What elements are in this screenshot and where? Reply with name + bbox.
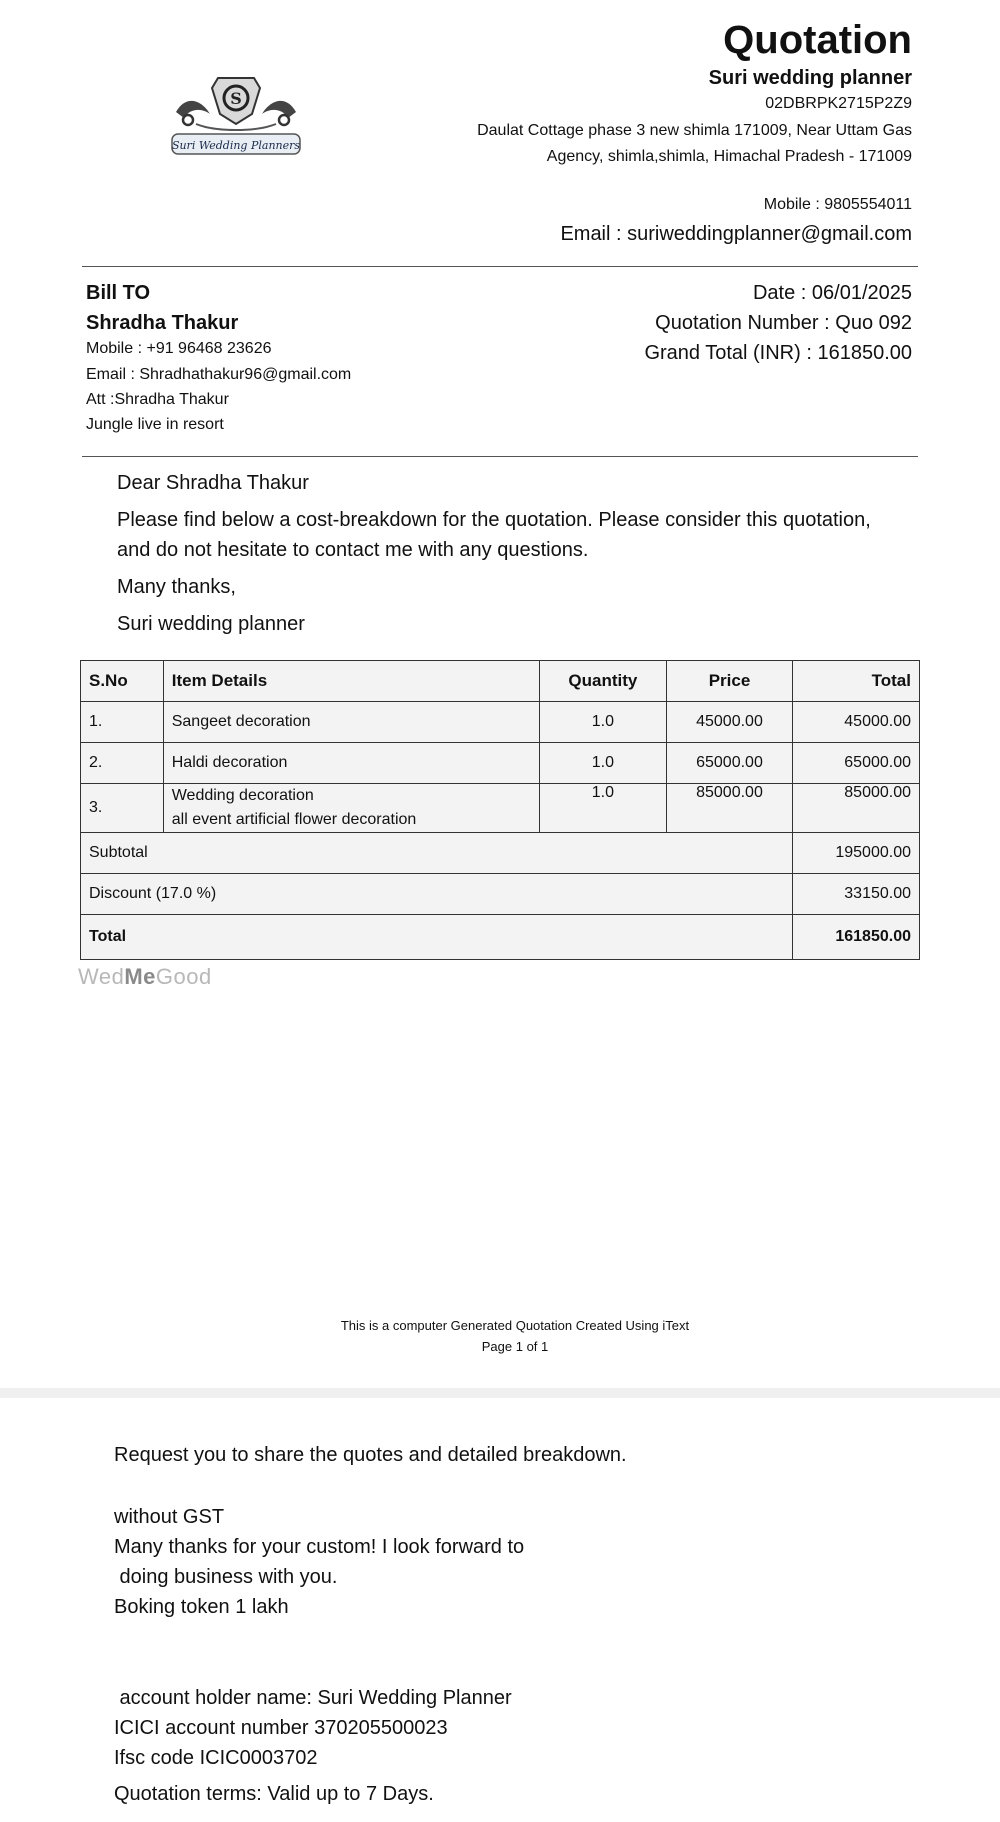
discount-row	[81, 874, 920, 915]
row-item-description: all event artificial flower decoration	[171, 811, 417, 828]
company-address: Daulat Cottage phase 3 new shimla 171009, Near Uttam Gas Agency, shimla,shimla, Himachal Pradesh - 171009	[477, 122, 912, 165]
quotation-date: Date : 06/01/2025	[752, 282, 912, 304]
note-account-number: ICICI account number 370205500023	[114, 1717, 448, 1739]
svg-text:S: S	[230, 89, 242, 108]
discount-value: 33150.00	[793, 874, 920, 915]
note-gst: without GST	[114, 1506, 225, 1528]
logo-text: Suri Wedding Planners	[171, 139, 301, 152]
letter-body-line-2: and do not hesitate to contact me with any questions.	[117, 539, 589, 561]
note-account-holder: account holder name: Suri Wedding Planner	[114, 1687, 512, 1709]
col-header-sno: S.No	[81, 661, 164, 702]
row-total: 85000.00	[793, 784, 920, 833]
row-total: 45000.00	[793, 702, 920, 743]
note-thanks-line-2: doing business with you.	[114, 1566, 338, 1588]
note-request: Request you to share the quotes and detailed breakdown.	[114, 1444, 627, 1466]
company-mobile: Mobile : 9805554011	[763, 196, 912, 213]
total-label: Total	[81, 915, 793, 960]
row-total: 65000.00	[793, 743, 920, 784]
row-quantity: 1.0	[540, 743, 667, 784]
table-header-row	[81, 661, 920, 702]
bill-to-heading: Bill TO	[86, 282, 151, 304]
company-email: Email : suriweddingplanner@gmail.com	[560, 223, 912, 245]
client-venue: Jungle live in resort	[86, 416, 224, 433]
row-item: Sangeet decoration	[163, 702, 539, 743]
company-name: Suri wedding planner	[708, 67, 912, 89]
row-item	[163, 784, 539, 833]
company-logo	[166, 70, 306, 160]
header-divider	[82, 266, 918, 267]
client-attention: Att :Shradha Thakur	[86, 391, 229, 408]
row-quantity: 1.0	[540, 702, 667, 743]
watermark-part-3: Good	[155, 964, 212, 989]
subtotal-label: Subtotal	[81, 833, 793, 874]
row-item-title: Wedding decoration	[171, 787, 314, 804]
document-title: Quotation	[723, 18, 912, 62]
row-quantity: 1.0	[540, 784, 667, 833]
watermark-part-1: Wed	[78, 964, 125, 989]
letter-greeting: Dear Shradha Thakur	[117, 472, 309, 494]
footer-page-number: Page 1 of 1	[481, 1339, 549, 1354]
letter-body-line-1: Please find below a cost-breakdown for the quotation. Please consider this quotation,	[117, 509, 871, 531]
total-row	[81, 915, 920, 960]
quotation-number: Quotation Number : Quo 092	[655, 312, 912, 334]
watermark-part-2: Me	[124, 964, 156, 989]
table-row	[81, 743, 920, 784]
grand-total: Grand Total (INR) : 161850.00	[644, 342, 912, 364]
company-gstin: 02DBRPK2715P2Z9	[765, 95, 912, 112]
client-mobile: Mobile : +91 96468 23626	[86, 340, 272, 357]
note-thanks-line-1: Many thanks for your custom! I look forward to	[114, 1536, 525, 1558]
row-price: 45000.00	[666, 702, 793, 743]
row-sno: 1.	[81, 702, 164, 743]
row-price: 85000.00	[666, 784, 793, 833]
col-header-item: Item Details	[163, 661, 539, 702]
note-booking-token: Boking token 1 lakh	[114, 1596, 289, 1618]
billto-divider	[82, 456, 918, 457]
items-table	[80, 660, 920, 960]
letter-signature: Suri wedding planner	[117, 613, 305, 635]
page-separator	[0, 1388, 1000, 1398]
note-quotation-terms: Quotation terms: Valid up to 7 Days.	[114, 1783, 434, 1805]
footer-generated-note: This is a computer Generated Quotation Created Using iText	[340, 1318, 690, 1333]
watermark	[78, 964, 212, 990]
letter-closing: Many thanks,	[117, 576, 236, 598]
subtotal-value: 195000.00	[793, 833, 920, 874]
client-email: Email : Shradhathakur96@gmail.com	[86, 366, 352, 383]
total-value: 161850.00	[793, 915, 920, 960]
col-header-quantity: Quantity	[540, 661, 667, 702]
table-row	[81, 784, 920, 833]
row-item: Haldi decoration	[163, 743, 539, 784]
row-price: 65000.00	[666, 743, 793, 784]
subtotal-row	[81, 833, 920, 874]
row-sno: 2.	[81, 743, 164, 784]
table-row	[81, 702, 920, 743]
col-header-total: Total	[793, 661, 920, 702]
col-header-price: Price	[666, 661, 793, 702]
discount-label: Discount (17.0 %)	[81, 874, 793, 915]
row-sno: 3.	[81, 784, 164, 833]
note-ifsc: Ifsc code ICIC0003702	[114, 1747, 318, 1769]
client-name: Shradha Thakur	[86, 312, 239, 334]
